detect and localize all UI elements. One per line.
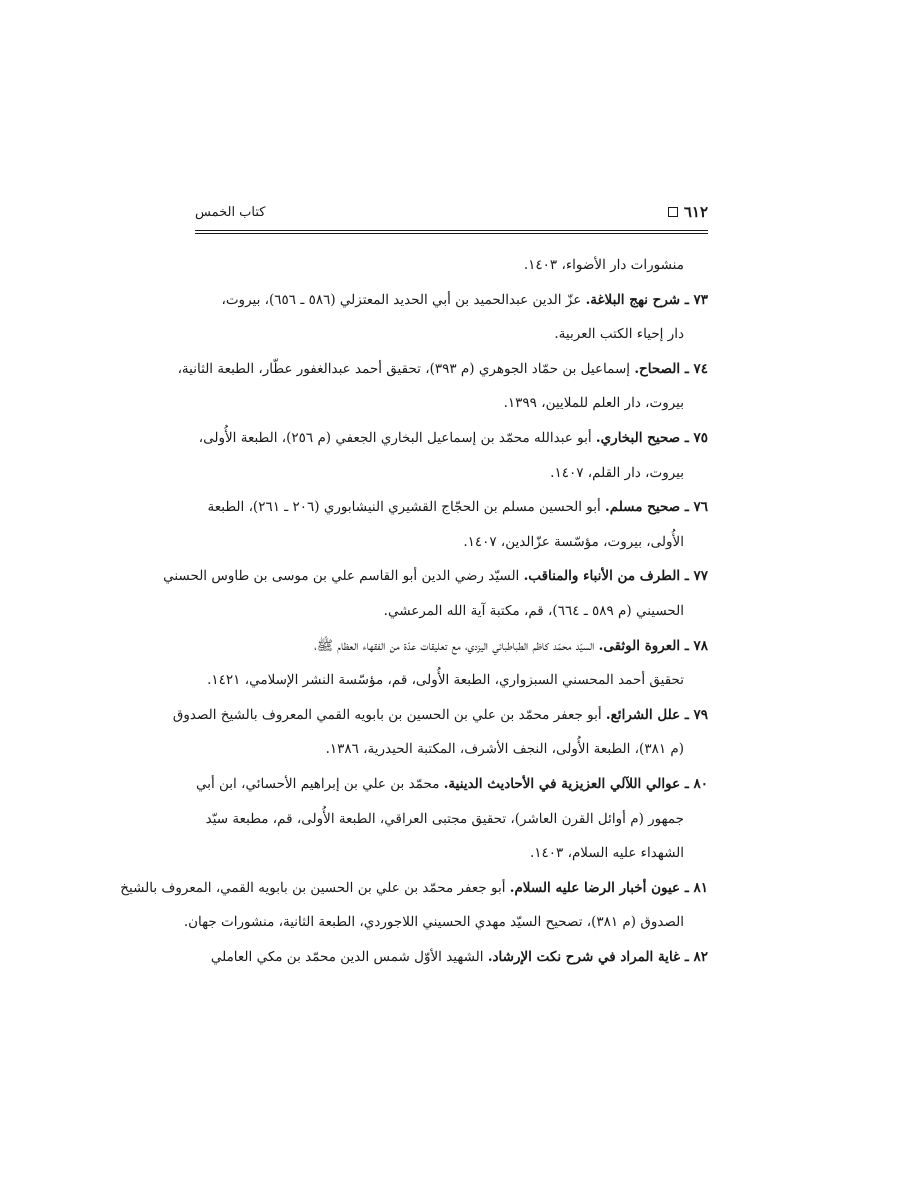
entry-title: ٧٧ ـ الطرف من الأنباء والمناقب. xyxy=(523,568,708,585)
entry-text: منشورات دار الأضواء، ١٤٠٣. xyxy=(523,257,684,273)
entry-text: عزّ الدين عبدالحميد بن أبي الحديد المعتزلي (٥٨٦ ـ ٦٥٦)، بيروت، xyxy=(221,291,586,308)
entry-first-line xyxy=(195,629,708,664)
entry-continuation-line xyxy=(195,248,708,283)
entry-text: إسماعيل بن حمّاد الجوهري (م ٣٩٣)، تحقيق أحمد عبدالغفور عطّار، الطبعة الثانية، xyxy=(177,360,635,377)
entry-text: دار إحياء الكتب العربية. xyxy=(554,326,684,343)
book-title: كتاب الخمس xyxy=(195,204,266,220)
entry-title: ٧٣ ـ شرح نهج البلاغة. xyxy=(585,291,708,308)
entry-text: أبو عبدالله محمّد بن إسماعيل البخاري الجعفي (م ٢٥٦)، الطبعة الأُولى، xyxy=(198,429,596,446)
entry-text: بيروت، دار العلم للملايين، ١٣٩٩. xyxy=(503,395,684,412)
entry-text: أبو جعفر محمّد بن علي بن الحسين بن بابويه القمي، المعروف بالشيخ xyxy=(120,879,510,896)
entry-text: جمهور (م أوائل القرن العاشر)، تحقيق مجتبى العراقي، الطبعة الأُولى، قم، مطبعة سيّد xyxy=(205,810,684,827)
entry-title: ٧٥ ـ صحيح البخاري. xyxy=(595,429,708,446)
entry-title: ٧٩ ـ علل الشرائع. xyxy=(605,706,708,723)
entry-continuation-line xyxy=(195,317,708,352)
entry-continuation-line xyxy=(183,905,708,940)
header-rule-top xyxy=(195,230,708,231)
entry-continuation-line xyxy=(195,836,708,871)
running-header xyxy=(195,198,708,226)
page-number xyxy=(668,203,708,221)
entry-title: ٧٨ ـ العروة الوثقى. xyxy=(598,637,708,654)
header-rule-bottom xyxy=(195,233,708,234)
entry-first-line xyxy=(172,698,708,733)
entry-text: السيّد رضي الدين أبو القاسم علي بن موسى بن طاوس الحسني xyxy=(163,568,524,585)
entry-continuation-line xyxy=(195,594,708,629)
entry-continuation-line xyxy=(195,525,708,560)
entry-title: ٧٤ ـ الصحاح. xyxy=(634,360,708,377)
entry-first-line xyxy=(195,283,708,318)
entry-text: بيروت، دار القلم، ١٤٠٧. xyxy=(550,464,684,481)
square-bullet-icon xyxy=(668,207,678,217)
entry-text: أبو جعفر محمّد بن علي بن الحسين بن بابويه القمي المعروف بالشيخ الصدوق xyxy=(172,706,606,723)
entry-continuation-line xyxy=(195,732,708,767)
entry-text: الحسيني (م ٥٨٩ ـ ٦٦٤)، قم، مكتبة آية الله المرعشي. xyxy=(383,602,684,619)
entry-text: تحقيق أحمد المحسني السبزواري، الطبعة الأُولى، قم، مؤسّسة النشر الإسلامي، ١٤٢١. xyxy=(207,672,684,689)
entry-continuation-line xyxy=(195,386,708,421)
entry-continuation-line xyxy=(195,802,708,837)
bibliography-list xyxy=(120,248,708,974)
entry-first-line xyxy=(195,421,708,456)
entry-first-line xyxy=(195,940,708,975)
entry-text: الشهداء عليه السلام، ١٤٠٣. xyxy=(529,845,684,862)
entry-text: محمّد بن علي بن إبراهيم الأحسائي، ابن أبي xyxy=(195,775,444,792)
entry-text: السيّد محمّد كاظم الطباطبائي اليزدي، مع تعليقات عدّة من الفقهاء العظام ﷺ، xyxy=(314,637,599,654)
entry-title: ٧٦ ـ صحيح مسلم. xyxy=(605,499,708,516)
entry-first-line xyxy=(163,559,708,594)
entry-title: ٨٢ ـ غاية المراد في شرح نكت الإرشاد. xyxy=(487,948,708,965)
entry-title: ٨١ ـ عيون أخبار الرضا عليه السلام. xyxy=(509,879,708,896)
entry-first-line xyxy=(195,490,708,525)
entry-text: الشهيد الأوّل شمس الدين محمّد بن مكي العاملي xyxy=(210,948,488,965)
entry-text: (م ٣٨١)، الطبعة الأُولى، النجف الأشرف، المكتبة الحيدرية، ١٣٨٦. xyxy=(325,741,684,758)
entry-first-line xyxy=(177,352,708,387)
entry-first-line xyxy=(120,871,708,906)
entry-first-line xyxy=(195,767,708,802)
entry-text: الأُولى، بيروت، مؤسّسة عزّالدين، ١٤٠٧. xyxy=(463,533,684,550)
entry-continuation-line xyxy=(195,663,708,698)
entry-text: أبو الحسين مسلم بن الحجّاج القشيري النيشابوري (٢٠٦ ـ ٢٦١)، الطبعة xyxy=(207,499,606,516)
page-number-text: ٦١٢ xyxy=(683,203,708,221)
entry-continuation-line xyxy=(195,456,708,491)
entry-title: ٨٠ ـ عوالي اللآلي العزيزية في الأحاديث الدينية. xyxy=(443,775,708,792)
entry-text: الصدوق (م ٣٨١)، تصحيح السيّد مهدي الحسيني اللاجوردي، الطبعة الثانية، منشورات جهان. xyxy=(183,914,684,931)
